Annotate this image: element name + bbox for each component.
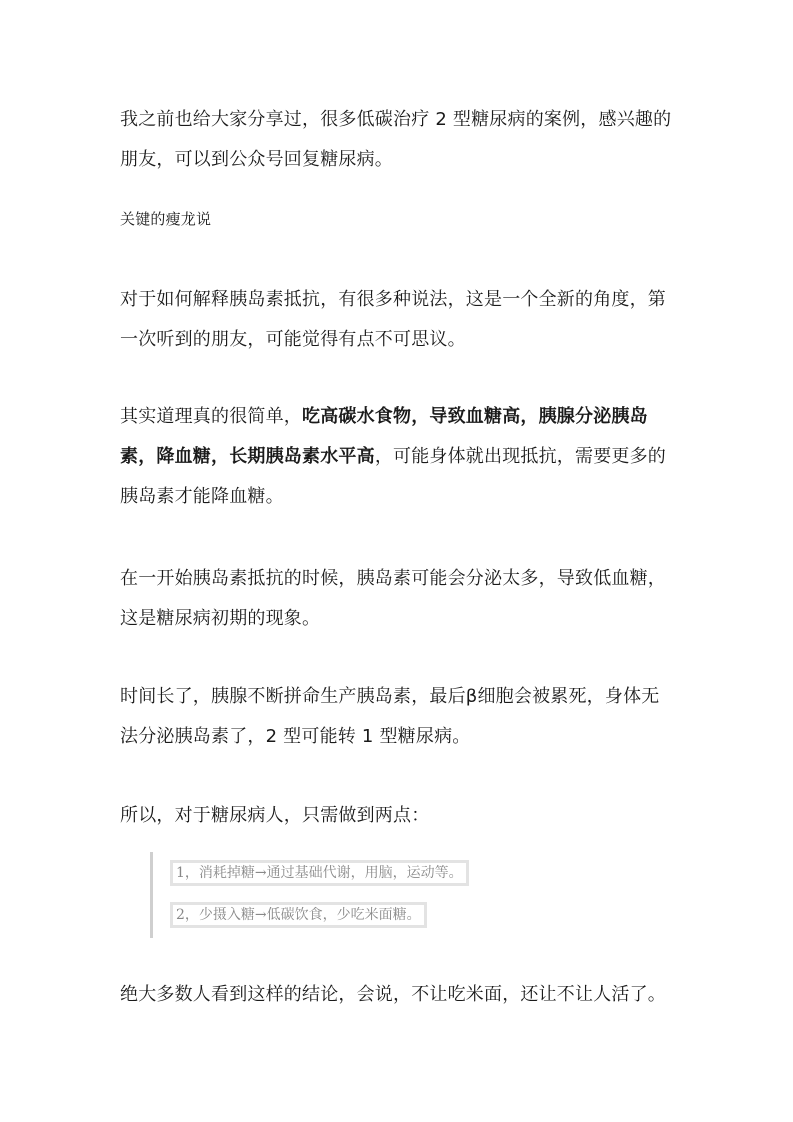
quote-item-2: 2，少摄入糖→低碳饮食，少吃米面糖。 (170, 902, 427, 928)
blockquote (150, 852, 553, 938)
paragraph-two-points: 所以，对于糖尿病人，只需做到两点： (120, 805, 430, 826)
explanation-lead: 其实道理真的很简单， (120, 406, 302, 427)
paragraph-explanation (120, 397, 675, 517)
explanation-bold: 吃高碳水食物，导致血糖高，胰腺分泌胰岛素，降血糖，长期胰岛素水平高 (120, 406, 648, 467)
explanation-tail: ，可能身体就出现抵抗，需要更多的胰岛素才能降血糖。 (120, 446, 667, 507)
quote-item-1: 1，消耗掉糖→通过基础代谢，用脑，运动等。 (170, 860, 469, 886)
paragraph-long-term: 时间长了，胰腺不断拼命生产胰岛素，最后β细胞会被累死，身体无法分泌胰岛素了，2 型可能转 1 型糖尿病。 (120, 686, 660, 747)
paragraph-conclusion: 绝大多数人看到这样的结论，会说，不让吃米面，还让不让人活了。 (120, 984, 666, 1005)
paragraph-heading: 关键的瘦龙说 (120, 210, 212, 228)
paragraph-intro: 我之前也给大家分享过，很多低碳治疗 2 型糖尿病的案例，感兴趣的朋友，可以到公众号回复糖尿病。 (120, 109, 672, 170)
paragraph-insulin-resistance: 对于如何解释胰岛素抵抗，有很多种说法，这是一个全新的角度，第一次听到的朋友，可能觉得有点不可思议。 (120, 289, 666, 350)
paragraph-early-stage: 在一开始胰岛素抵抗的时候，胰岛素可能会分泌太多，导致低血糖，这是糖尿病初期的现象。 (120, 568, 666, 629)
